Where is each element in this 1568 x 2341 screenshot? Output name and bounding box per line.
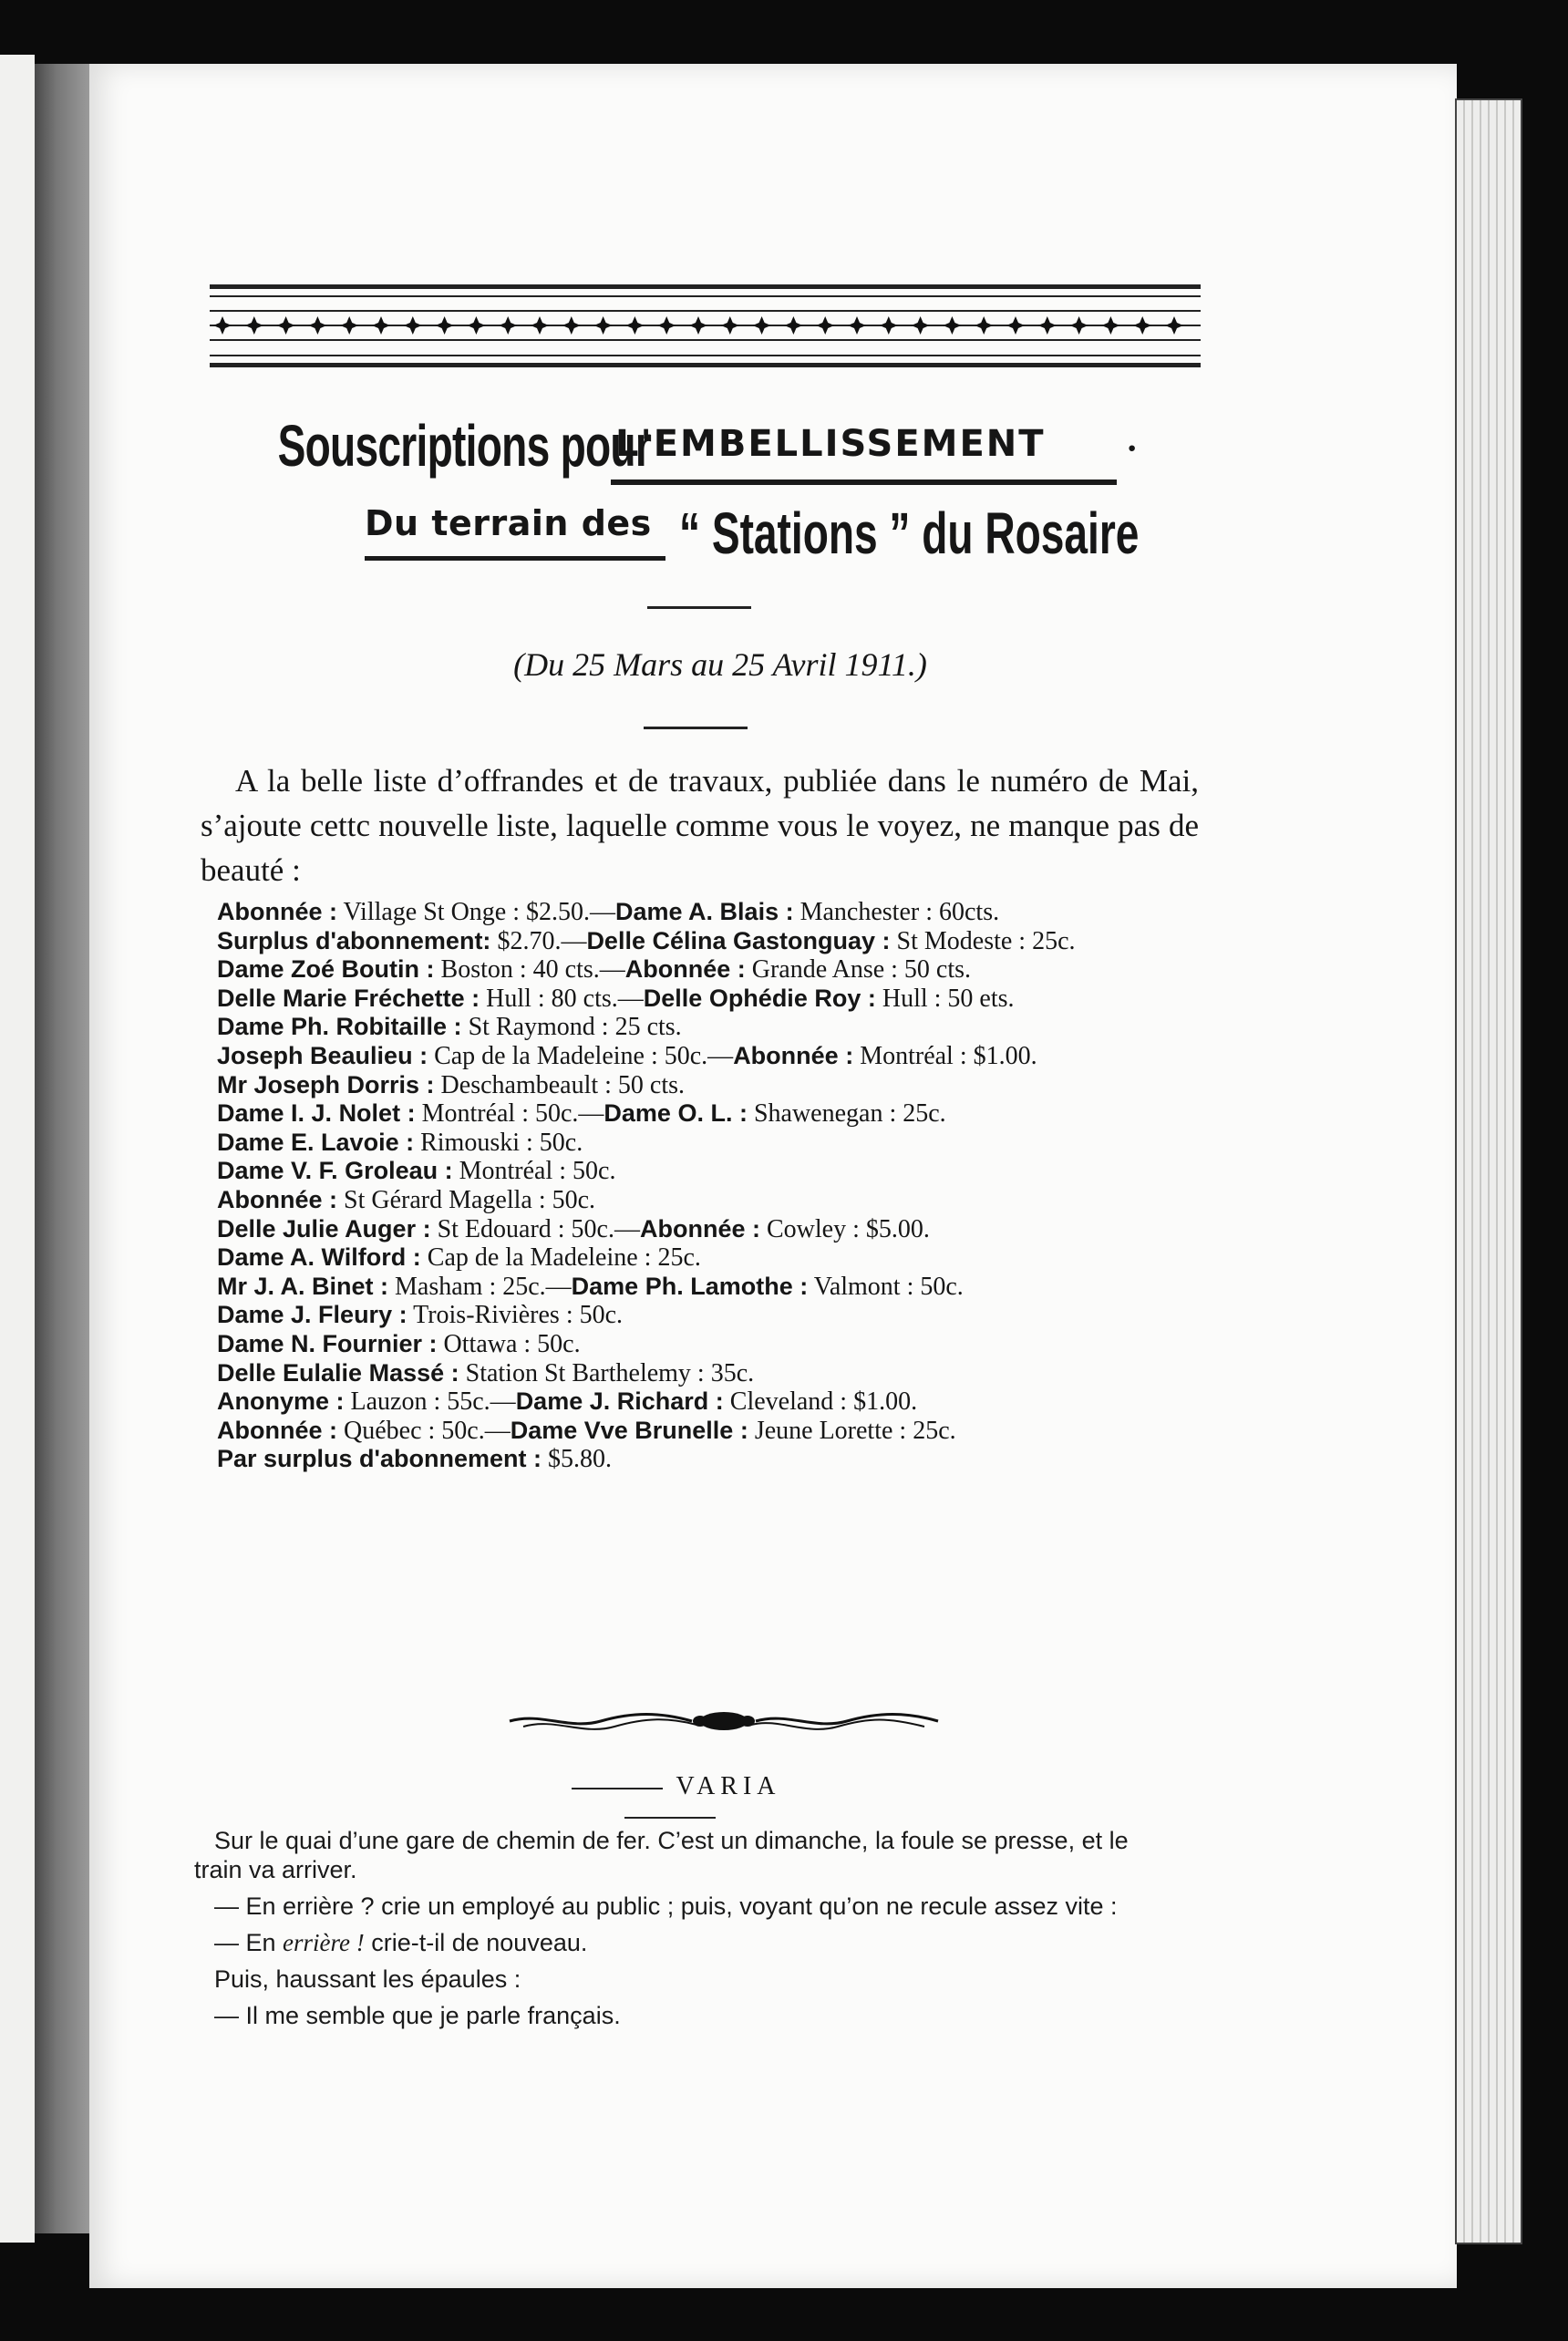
varia-paragraph: — En errière ? crie un employé au public ; puis, voyant qu’on ne recule assez vite : — [214, 1892, 1118, 1920]
subscription-detail: Manchester : 60cts. — [799, 898, 1000, 926]
subscription-detail: Village St Onge : $2.50.— — [343, 898, 616, 926]
subscription-line — [217, 1387, 1220, 1417]
title-embellissement: L'EMBELLISSEMENT — [615, 423, 1046, 465]
varia-paragraph: Sur le quai d’une gare de chemin de fer. C’est un dimanche, la foule se presse, et le train va arriver. — [194, 1827, 1129, 1883]
cross-ornament-row — [210, 312, 1201, 339]
subscription-line — [217, 1186, 1220, 1215]
subscription-detail: Cap de la Madeleine : 25c. — [427, 1243, 701, 1273]
date-range-subtitle: (Du 25 Mars au 25 Avril 1911.) — [513, 646, 927, 683]
subscriber-name: Dame E. Lavoie : — [217, 1128, 415, 1156]
subscriber-name: Abonnée : — [733, 1041, 854, 1069]
subscriber-name: Dame V. F. Groleau : — [217, 1157, 453, 1185]
subscriber-name: Abonnée : — [639, 1214, 760, 1243]
varia-paragraph — [194, 1928, 1179, 1957]
varia-paragraph: Puis, haussant les épaules : — [214, 1965, 521, 1993]
subscriber-name: Par surplus d'abonnement : — [217, 1445, 542, 1473]
varia-heading — [501, 1772, 839, 1831]
subscriber-name: Abonnée : — [217, 898, 337, 925]
subscription-detail: Grande Anse : 50 cts. — [751, 955, 972, 985]
subscriber-name: Joseph Beaulieu : — [217, 1041, 428, 1069]
subscriber-name: Abonnée : — [217, 1416, 337, 1444]
title-line-2 — [365, 492, 1240, 583]
ornament-rule — [210, 363, 1201, 367]
subscription-detail: Montréal : 50c.— — [421, 1099, 604, 1129]
ornament-rule — [210, 295, 1201, 297]
subscription-line — [217, 1042, 1220, 1071]
subscription-detail: Cleveland : $1.00. — [729, 1387, 918, 1417]
subscription-detail: Jeune Lorette : 25c. — [754, 1416, 956, 1445]
subscriber-name: Mr J. A. Binet : — [217, 1272, 389, 1300]
subscription-detail: St Modeste : 25c. — [896, 926, 1076, 955]
subscriber-name: Dame A. Blais : — [615, 898, 794, 925]
subscriber-name: Dame J. Richard : — [515, 1387, 724, 1416]
subscriber-name: Dame Ph. Lamothe : — [571, 1272, 809, 1300]
ornament-rule — [210, 284, 1201, 289]
subscription-detail: Deschambeault : 50 cts. — [440, 1070, 686, 1099]
subscription-detail: Montréal : $1.00. — [860, 1041, 1037, 1070]
varia-text-part: crie-t-il de nouveau. — [364, 1929, 588, 1956]
title-dot: · — [1126, 428, 1139, 469]
subscriber-name: Delle Ophédie Roy : — [643, 984, 876, 1012]
subscriber-name: Dame Ph. Robitaille : — [217, 1013, 462, 1041]
short-rule — [644, 727, 748, 729]
title-stations-rosaire: “ Stations ” du Rosaire — [679, 500, 1140, 566]
subscription-line — [217, 898, 1220, 927]
short-rule — [647, 606, 751, 609]
subscriber-name: Dame Vve Brunelle : — [510, 1416, 748, 1444]
varia-text-part: — En — [214, 1929, 284, 1956]
ornament-rule — [210, 339, 1201, 341]
subscriber-name: Dame O. L. : — [603, 1099, 748, 1128]
subscription-line — [217, 1099, 1220, 1129]
subscriber-name: Dame I. J. Nolet : — [217, 1099, 416, 1128]
subscription-line — [217, 1243, 1220, 1273]
subscription-line — [217, 1417, 1220, 1446]
subscriber-name: Delle Eulalie Massé : — [217, 1358, 459, 1387]
subscriber-name: Abonnée : — [217, 1185, 337, 1213]
subscription-detail: Cowley : $5.00. — [766, 1214, 930, 1243]
subscription-detail: St Edouard : 50c.— — [437, 1214, 640, 1243]
subscription-detail: Shawenegan : 25c. — [753, 1099, 946, 1129]
subscription-list — [217, 898, 1220, 1474]
subscriber-name: Delle Marie Fréchette : — [217, 984, 480, 1012]
title-du-terrain: Du terrain des — [365, 503, 652, 543]
subscriber-name: Dame A. Wilford : — [217, 1243, 421, 1272]
ornament-rule — [210, 355, 1201, 356]
subscription-detail: Boston : 40 cts.— — [440, 955, 625, 985]
title-line-1 — [205, 401, 1226, 492]
subscription-line — [217, 1445, 1220, 1474]
subscriber-name: Mr Joseph Dorris : — [217, 1070, 435, 1098]
subscription-detail: Hull : 80 cts.— — [486, 984, 644, 1013]
subscription-detail: Trois-Rivières : 50c. — [413, 1301, 624, 1330]
subscriber-name: Delle Julie Auger : — [217, 1214, 431, 1243]
title-underline — [611, 480, 1117, 485]
subscription-detail: Hull : 50 ets. — [882, 984, 1015, 1013]
subscription-line — [217, 1013, 1220, 1042]
subscription-line — [217, 1330, 1220, 1359]
dash-rule — [572, 1788, 663, 1789]
subscriber-name: Dame N. Fournier : — [217, 1329, 438, 1357]
varia-title: VARIA — [676, 1772, 781, 1800]
intro-paragraph — [201, 758, 1199, 892]
subscription-line — [217, 1129, 1220, 1158]
subscription-detail: $5.80. — [547, 1445, 612, 1474]
subscriber-name: Dame J. Fleury : — [217, 1301, 407, 1329]
subscription-detail: Cap de la Madeleine : 50c.— — [434, 1041, 734, 1070]
subscription-line — [217, 1215, 1220, 1244]
subscription-line — [217, 927, 1220, 956]
subscriber-name: Anonyme : — [217, 1387, 345, 1416]
subscription-detail: Québec : 50c.— — [344, 1416, 511, 1445]
subscription-detail: $2.70.— — [497, 926, 587, 955]
subscription-detail: Lauzon : 55c.— — [350, 1387, 516, 1417]
subscription-detail: St Gérard Magella : 50c. — [344, 1185, 596, 1214]
wave-ornament — [505, 1703, 943, 1739]
subscription-detail: Masham : 25c.— — [395, 1272, 572, 1301]
subscription-line — [217, 1071, 1220, 1100]
varia-anecdote — [194, 1826, 1179, 2037]
subscription-line — [217, 1301, 1220, 1330]
subscription-detail: Rimouski : 50c. — [420, 1128, 583, 1157]
title-souscriptions: Souscriptions pour — [277, 413, 652, 479]
varia-italic-word: errière ! — [283, 1929, 365, 1956]
subscriber-name: Delle Célina Gastonguay : — [586, 926, 891, 954]
subscription-line — [217, 1359, 1220, 1388]
subscription-line — [217, 1273, 1220, 1302]
subscriber-name: Surplus d'abonnement: — [217, 926, 491, 954]
dash-rule — [624, 1817, 716, 1819]
subscription-detail: Montréal : 50c. — [459, 1157, 616, 1186]
intro-text: A la belle liste d’offrandes et de travaux, publiée dans le numéro de Mai, s’ajoute cettc nouvelle liste, laquelle comme vous le voyez, ne manque pas de beauté : — [201, 763, 1199, 888]
subscriber-name: Abonnée : — [624, 955, 746, 984]
page-stack-edges — [1457, 100, 1521, 2243]
facing-page-edge — [0, 55, 35, 2243]
subscription-detail: Ottawa : 50c. — [443, 1329, 581, 1358]
subscription-detail: St Raymond : 25 cts. — [468, 1013, 682, 1042]
subscription-detail: Station St Barthelemy : 35c. — [465, 1358, 755, 1387]
title-underline — [365, 556, 665, 561]
subscription-line — [217, 1157, 1220, 1186]
binding-shadow — [35, 64, 89, 2233]
subscriber-name: Dame Zoé Boutin : — [217, 955, 435, 984]
subscription-line — [217, 955, 1220, 985]
varia-paragraph: — Il me semble que je parle français. — [214, 2002, 621, 2029]
subscription-detail: Valmont : 50c. — [813, 1272, 964, 1301]
subscription-line — [217, 985, 1220, 1014]
top-ornament-band — [210, 284, 1201, 390]
